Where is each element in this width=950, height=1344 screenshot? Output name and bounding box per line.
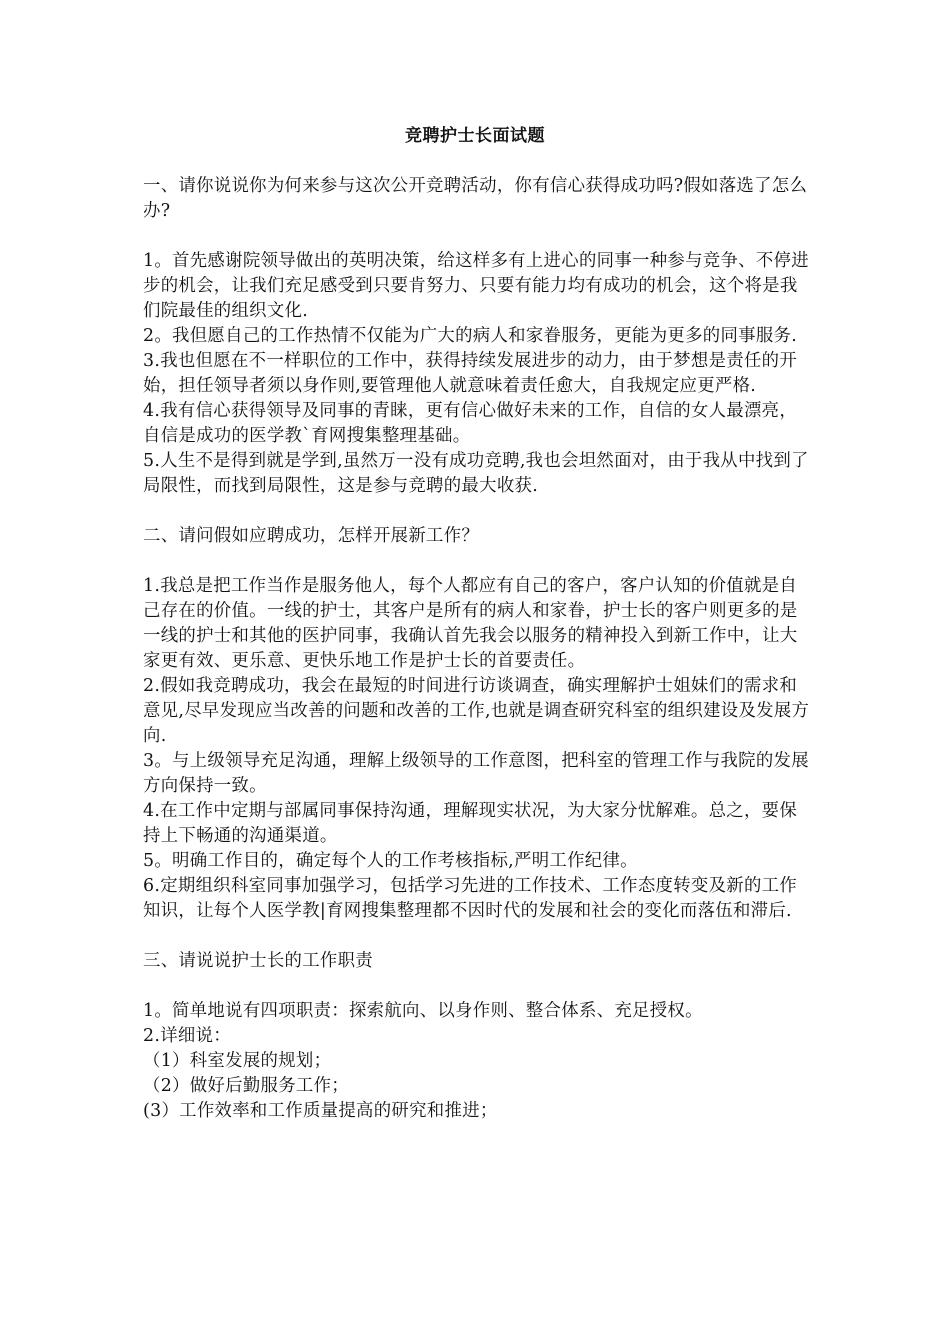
section3-answer-5: (3）工作效率和工作质量提高的研究和推进； — [143, 1101, 498, 1121]
document-title: 竞聘护士长面试题 — [405, 126, 545, 146]
section1-question: 一、请你说说你为何来参与这次公开竞聘活动，你有信心获得成功吗?假如落选了怎么办? — [143, 176, 808, 221]
paragraph-gap — [143, 499, 811, 524]
section3-question: 三、请说说护士长的工作职责 — [143, 951, 373, 971]
section1-answer-3: 3.我也但愿在不一样职位的工作中，获得持续发展进步的动力，由于梦想是责任的开始，担任领导者须以身作则,要管理他人就意味着责任愈大，自我规定应更严格. — [143, 351, 798, 396]
paragraph-gap — [143, 549, 811, 574]
paragraph-gap — [143, 224, 811, 249]
section1-answer-2: 2。我但愿自己的工作热情不仅能为广大的病人和家眷服务，更能为更多的同事服务. — [143, 326, 798, 346]
section2-answer-4: 4.在工作中定期与部属同事保持沟通，理解现实状况，为大家分忧解难。总之，要保持上下畅通的沟通渠道。 — [143, 801, 798, 846]
section1-answer-1: 1。首先感谢院领导做出的英明决策，给这样多有上进心的同事一种参与竞争、不停进步的机会，让我们充足感受到只要肯努力、只要有能力均有成功的机会，这个将是我们院最佳的组织文化. — [143, 251, 809, 321]
section2-answer-1: 1.我总是把工作当作是服务他人，每个人都应有自己的客户，客户认知的价值就是自己存在的价值。一线的护士，其客户是所有的病人和家眷，护士长的客户则更多的是一线的护士和其他的医护同事，我确认首先我会以服务的精神投入到新工作中，让大家更有效、更乐意、更快乐地工作是护士长的首要责任。 — [143, 576, 798, 671]
section3-answer-2: 2.详细说： — [143, 1026, 231, 1046]
section2-answer-2: 2.假如我竞聘成功，我会在最短的时间进行访谈调查，确实理解护士姐妹们的需求和意见,尽早发现应当改善的问题和改善的工作,也就是调查研究科室的组织建设及发展方向. — [143, 676, 810, 746]
section2-question: 二、请问假如应聘成功，怎样开展新工作？ — [143, 526, 480, 546]
section3-answer-1: 1。简单地说有四项职责：探索航向、以身作则、整合体系、充足授权。 — [143, 1001, 703, 1021]
section2-answer-5: 5。明确工作目的，确定每个人的工作考核指标,严明工作纪律。 — [143, 851, 638, 871]
section1-answer-4: 4.我有信心获得领导及同事的青睐，更有信心做好未来的工作，自信的女人最漂亮，自信是成功的医学教`育网搜集整理基础。 — [143, 401, 798, 446]
section3-answer-3: （1）科室发展的规划； — [143, 1051, 332, 1071]
section2-answer-3: 3。与上级领导充足沟通，理解上级领导的工作意图，把科室的管理工作与我院的发展方向保持一致。 — [143, 751, 809, 796]
section2-answer-6: 6.定期组织科室同事加强学习，包括学习先进的工作技术、工作态度转变及新的工作知识，让每个人医学教|育网搜集整理都不因时代的发展和社会的变化而落伍和滞后. — [143, 876, 798, 921]
paragraph-gap — [143, 924, 811, 949]
section1-answer-5: 5.人生不是得到就是学到,虽然万一没有成功竞聘,我也会坦然面对，由于我从中找到了局限性，而找到局限性，这是参与竞聘的最大收获. — [143, 451, 809, 496]
paragraph-gap — [143, 974, 811, 999]
section3-answer-4: （2）做好后勤服务工作； — [143, 1076, 349, 1096]
document-body — [143, 174, 811, 1124]
